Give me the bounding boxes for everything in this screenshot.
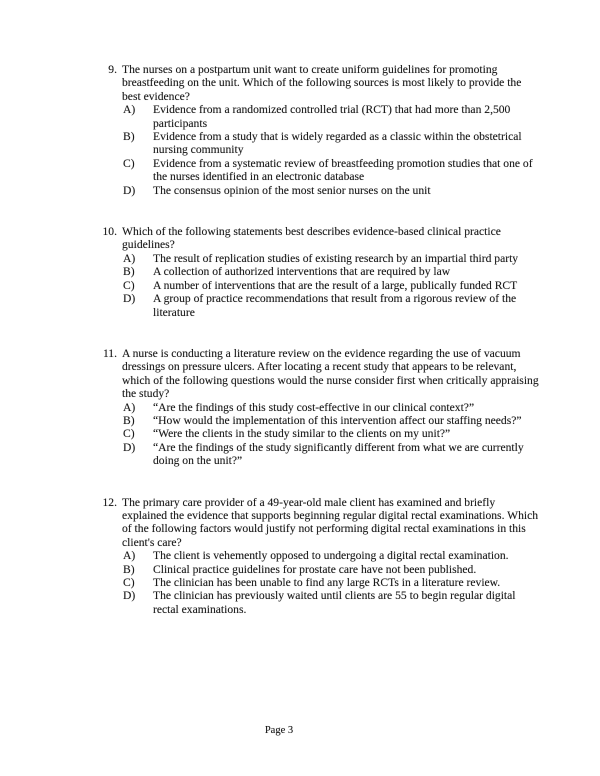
option-letter: D)	[123, 292, 136, 306]
option-d	[122, 292, 542, 319]
option-text: The client is vehemently opposed to undergoing a digital rectal examination.	[153, 549, 509, 563]
question-12	[97, 496, 542, 617]
question-text: Which of the following statements best describes evidence-based clinical practice guidelines?	[122, 225, 501, 252]
option-text: A number of interventions that are the result of a large, publically funded RCT	[153, 278, 518, 292]
option-letter: D)	[123, 183, 136, 197]
option-letter: B)	[123, 562, 135, 576]
option-b	[122, 414, 542, 427]
option-text: Evidence from a study that is widely regarded as a classic within the obstetrical nursing community	[153, 130, 522, 157]
option-b	[122, 563, 542, 576]
option-letter: A)	[123, 400, 136, 414]
question-number: 10.	[102, 225, 117, 239]
option-letter: C)	[123, 576, 135, 589]
option-c	[122, 427, 542, 440]
question-list	[97, 63, 542, 644]
option-letter: B)	[123, 265, 135, 279]
option-c	[122, 157, 542, 184]
question-text: The nurses on a postpartum unit want to create uniform guidelines for promoting breastfeeding on the unit. Which of the following sources is most likely to provide the best evidence?	[122, 63, 522, 103]
option-letter: C)	[123, 156, 135, 170]
option-text: A collection of authorized interventions that are required by law	[153, 265, 451, 279]
option-text: Clinical practice guidelines for prostate care have not been published.	[153, 562, 477, 576]
option-text: The clinician has previously waited until clients are 55 to begin regular digital rectal examinations.	[153, 589, 516, 616]
option-letter: B)	[123, 413, 135, 427]
question-11	[97, 347, 542, 468]
option-letter: D)	[123, 589, 136, 603]
option-text: Evidence from a randomized controlled trial (RCT) that had more than 2,500 participants	[153, 103, 511, 130]
option-text: The clinician has been unable to find any large RCTs in a literature review.	[153, 576, 501, 589]
option-letter: A)	[123, 549, 136, 563]
option-a	[122, 252, 542, 265]
question-number: 11.	[102, 346, 117, 360]
option-list	[122, 549, 542, 616]
question-10	[97, 225, 542, 319]
question-text: The primary care provider of a 49-year-old male client has examined and briefly explained the evidence that supports beginning regular digital rectal examinations. Which of the following factors would justify not performing digital rectal examinations in this client's care?	[122, 495, 539, 549]
option-a	[122, 103, 542, 130]
question-number: 12.	[102, 495, 117, 509]
option-list	[122, 252, 542, 319]
option-b	[122, 265, 542, 278]
option-d	[122, 184, 542, 197]
option-text: A group of practice recommendations that result from a rigorous review of the literature	[153, 292, 517, 319]
option-list	[122, 103, 542, 197]
option-text: The consensus opinion of the most senior nurses on the unit	[153, 183, 431, 197]
question-number: 9.	[108, 63, 117, 76]
option-text: The result of replication studies of existing research by an impartial third party	[153, 251, 519, 265]
option-b	[122, 130, 542, 157]
option-text: Evidence from a systematic review of breastfeeding promotion studies that one of the nurses identified in an electronic database	[153, 156, 533, 184]
option-letter: C)	[123, 427, 135, 441]
option-text: “Are the findings of the study significantly different from what we are currently doing on the unit?”	[153, 440, 524, 468]
option-a	[122, 549, 542, 562]
option-c	[122, 576, 542, 589]
option-text: “Were the clients in the study similar to the clients on my unit?”	[153, 427, 451, 441]
question-9	[97, 63, 542, 197]
option-text: “Are the findings of this study cost-effective in our clinical context?”	[153, 400, 475, 414]
option-d	[122, 441, 542, 468]
option-d	[122, 589, 542, 616]
option-letter: A)	[123, 251, 136, 265]
option-c	[122, 279, 542, 292]
option-letter: D)	[123, 440, 136, 454]
option-a	[122, 401, 542, 414]
option-letter: B)	[123, 130, 135, 144]
option-text: “How would the implementation of this intervention affect our staffing needs?”	[153, 413, 522, 427]
option-list	[122, 401, 542, 468]
option-letter: C)	[123, 278, 135, 292]
option-letter: A)	[123, 103, 136, 117]
page-number: Page 3	[264, 725, 294, 736]
question-text: A nurse is conducting a literature review on the evidence regarding the use of vacuum dressings on pressure ulcers. After locating a recent study that appears to be relevant, which of the following questions would the nurse consider first when critically appraising the study?	[122, 346, 539, 401]
